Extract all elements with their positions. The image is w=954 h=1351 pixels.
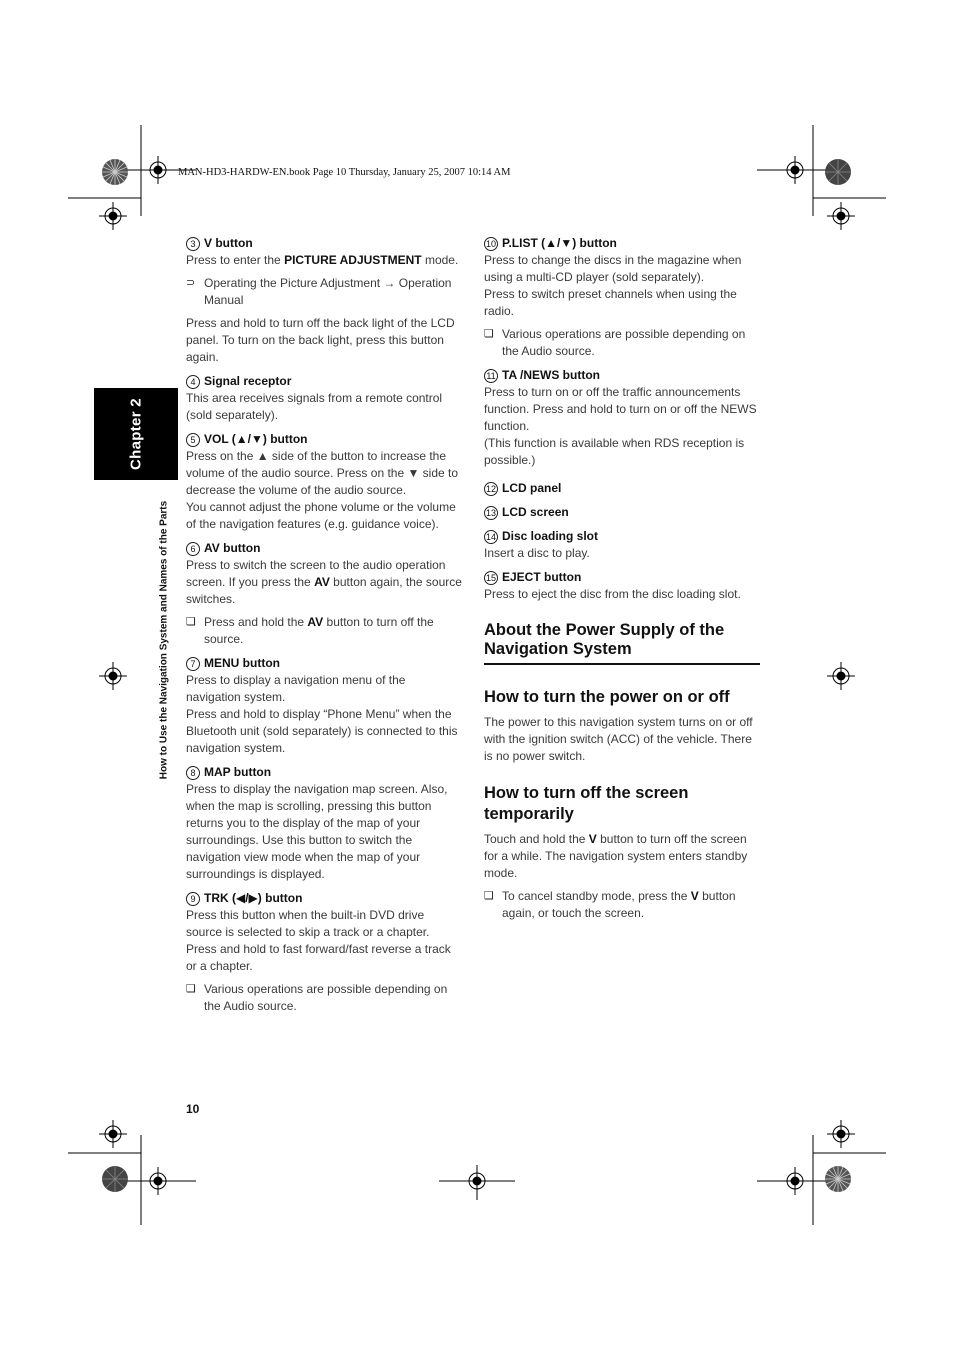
item-7-text: Press to display a navigation menu of the navigation system. [186, 673, 406, 704]
item-11-text-2: (This function is available when RDS reception is possible.) [484, 436, 745, 467]
item-10-text-2: Press to switch preset channels when using the radio. [484, 287, 737, 318]
note-box-icon: ❏ [484, 890, 494, 902]
item-number: 14 [485, 532, 496, 542]
item-3-text: Press to enter the PICTURE ADJUSTMENT mode. [186, 253, 459, 267]
item-3-reference: ⊃ Operating the Picture Adjustment → Operation Manual [186, 276, 452, 307]
item-6-note: ❏ Press and hold the AV button to turn off the source. [186, 615, 434, 646]
item-9-text: Press this button when the built-in DVD drive source is selected to skip a track or a chapter. [186, 908, 430, 939]
item-number: 6 [186, 542, 200, 556]
section-heading-power-supply: About the Power Supply of the Navigation System [484, 621, 760, 665]
item-15-text: Press to eject the disc from the disc loading slot. [484, 587, 741, 601]
side-running-title: How to Use the Navigation System and Names of the Parts [158, 500, 170, 780]
item-12-title: 12 LCD panel [485, 481, 562, 495]
chapter-tab [94, 388, 178, 480]
item-3-title: 3 V button [186, 235, 462, 252]
screen-off-text: Touch and hold the V button to turn off the screen for a while. The navigation system enters standby mode. [484, 832, 748, 880]
item-11-text: Press to turn on or off the traffic announcements function. Press and hold to turn on or off the NEWS function. [484, 385, 757, 433]
heading-screen-off: How to turn off the screen temporarily [484, 784, 689, 823]
item-4-text: This area receives signals from a remote control (sold separately). [186, 391, 443, 422]
item-5-text: Press on the ▲ side of the button to increase the volume of the audio source. Press on the ▼ side to decrease the volume of the audio source. [186, 449, 459, 497]
screen-off-note: ❏ To cancel standby mode, press the V button again, or touch the screen. [484, 889, 736, 920]
item-number: 4 [186, 375, 200, 389]
item-10-text: Press to change the discs in the magazine when using a multi-CD player (sold separately). [484, 253, 742, 284]
item-5-title: 5 VOL (▲/▼) button [186, 431, 462, 448]
item-14-text: Insert a disc to play. [484, 546, 590, 560]
item-9-note: ❏ Various operations are possible depending on the Audio source. [186, 982, 448, 1013]
item-8-text: Press to display the navigation map screen. Also, when the map is scrolling, pressing this button returns you to the display of the map of your surroundings. Use this button to switch the navigation view mode when the map of your surroundings is displayed. [186, 782, 448, 881]
item-number: 12 [485, 484, 496, 494]
item-number: 8 [186, 766, 200, 780]
note-box-icon: ❏ [186, 983, 196, 995]
item-10-title: 10 P.LIST (▲/▼) button [485, 236, 617, 250]
item-number: 3 [186, 237, 200, 251]
left-column [186, 235, 462, 1021]
reference-arrow-icon: ⊃ [186, 277, 196, 289]
item-6-title: 6 AV button [186, 540, 462, 557]
item-number: 13 [485, 508, 496, 518]
item-8-title: 8 MAP button [186, 764, 462, 781]
item-15-title: 15 EJECT button [485, 570, 582, 584]
item-7-text-2: Press and hold to display “Phone Menu” when the Bluetooth unit (sold separately) is connected to this navigation system. [186, 707, 458, 755]
item-9-title: 9 TRK (◀/▶) button [186, 890, 462, 907]
item-number: 7 [186, 657, 200, 671]
item-13-title: 13 LCD screen [485, 505, 569, 519]
item-10-note: ❏ Various operations are possible depending on the Audio source. [484, 327, 746, 358]
page-number: 10 [186, 1102, 200, 1116]
item-6-text: Press to switch the screen to the audio operation screen. If you press the AV button again, the source switches. [186, 558, 462, 606]
item-number: 5 [186, 433, 200, 447]
item-5-text-2: You cannot adjust the phone volume or the volume of the navigation features (e.g. guidance voice). [186, 500, 456, 531]
book-file-header: MAN-HD3-HARDW-EN.book Page 10 Thursday, January 25, 2007 10:14 AM [178, 167, 511, 178]
item-3-text-2: Press and hold to turn off the back light of the LCD panel. To turn on the back light, press this button again. [186, 316, 455, 364]
note-box-icon: ❏ [484, 328, 494, 340]
item-number: 11 [484, 369, 498, 383]
right-column [484, 235, 760, 928]
heading-power-on-off: How to turn the power on or off [484, 688, 730, 706]
item-7-title: 7 MENU button [186, 655, 462, 672]
item-4-title: 4 Signal receptor [186, 373, 462, 390]
chapter-tab-label: Chapter 2 [127, 398, 145, 470]
item-number: 15 [485, 573, 496, 583]
item-14-title: 14 Disc loading slot [485, 529, 599, 543]
power-on-off-text: The power to this navigation system turns on or off with the ignition switch (ACC) of the vehicle. There is no power switch. [484, 715, 753, 763]
item-11-title: 11 TA /NEWS button [484, 367, 760, 384]
item-number: 9 [186, 892, 200, 906]
item-9-text-2: Press and hold to fast forward/fast reverse a track or a chapter. [186, 942, 451, 973]
item-number: 10 [485, 239, 496, 249]
note-box-icon: ❏ [186, 616, 196, 628]
